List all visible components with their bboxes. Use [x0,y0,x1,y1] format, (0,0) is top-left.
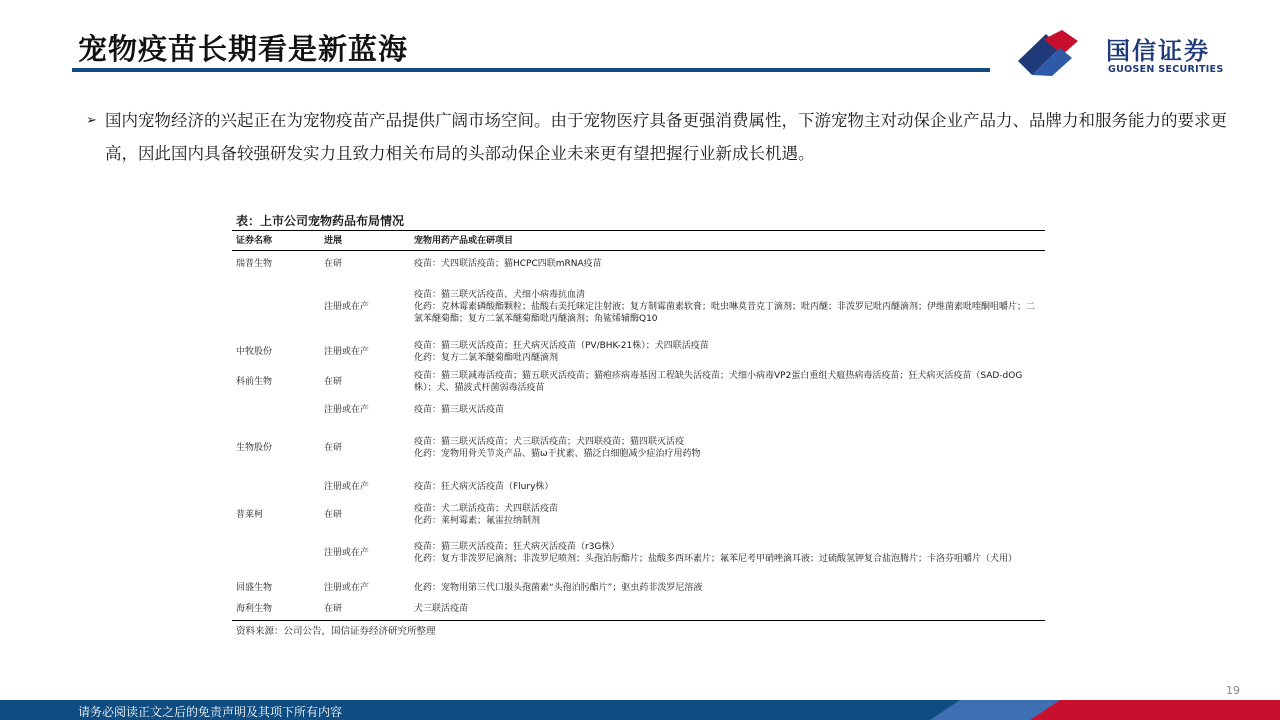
company-cell: 科前生物 [236,376,273,387]
products-cell [410,599,1045,621]
product-line: 疫苗：猫三联灭活疫苗；犬三联活疫苗；犬四联疫苗；猫四联灭活疫 [414,436,685,447]
company-cell: 瑞普生物 [236,258,273,269]
stage-cell: 在研 [320,599,410,621]
logo-chinese-name: 国信证券 [1106,37,1210,65]
table-row [232,277,1045,337]
products-cell [410,251,1045,277]
company-cell: 回盛生物 [236,582,273,593]
company-cell: 生物股份 [236,442,273,453]
table-row [232,423,1045,473]
header-stage: 进展 [320,231,410,251]
company-cell: 海利生物 [232,599,320,621]
product-line: 疫苗：猫三联灭活疫苗；狂犬病灭活疫苗（r3G株） [414,541,620,552]
company-cell: 中牧股份 [236,346,273,357]
products-cell [410,423,1045,473]
product-line: 疫苗：猫三联减毒活疫苗；猫五联灭活疫苗；猫疱疹病毒基因工程缺失活疫苗；犬细小病毒VP2蛋白重组犬瘟热病毒活疫苗；狂犬病灭活疫苗（SAD-dOG株）；犬、猫波式杆菌弱毒活疫苗 [414,370,1023,393]
company-cell [232,473,320,501]
product-line: 疫苗：猫三联灭活疫苗、犬细小病毒抗血清 [414,289,586,300]
products-cell [410,367,1045,397]
stage-cell: 在研 [324,376,343,387]
product-line: 化药：复方二氯苯醚菊酯吡丙醚滴剂 [414,352,559,363]
table-row [232,251,1045,277]
products-cell [410,337,1045,367]
products-cell [410,529,1045,577]
company-cell [232,529,320,577]
product-line: 化药：复方非泼罗尼滴剂；非泼罗尼喷剂；头孢泊肟酯片；盐酸多西环素片；氟苯尼考甲硝唑滴耳液；过硫酸氢钾复合盐泡腾片；卡洛芬咀嚼片（犬用） [414,553,1018,564]
product-line: 化药：宠物用第三代口服头孢菌素“头孢泊肟酯片”；驱虫药非泼罗尼溶液 [414,582,703,593]
stage-cell: 注册或在产 [324,301,370,312]
stage-cell: 在研 [324,442,343,453]
table-header-row [232,231,1045,251]
product-line: 化药：莱柯霉素；氟雷拉纳制剂 [414,515,541,526]
products-cell [410,577,1045,599]
stage-cell: 注册或在产 [324,582,370,593]
table-source-note: 资料来源：公司公告，国信证券经济研究所整理 [236,626,436,637]
company-cell: 普莱柯 [236,509,264,520]
table-row [232,501,1045,529]
summary-text: 国内宠物经济的兴起正在为宠物疫苗产品提供广阔市场空间。由于宠物医疗具备更强消费属性，下游宠物主对动保企业产品力、品牌力和服务能力的要求更高，因此国内具备较强研发实力且致力相关布局的头部动保企业未来更有望把握行业新成长机遇。 [105,111,1227,163]
company-cell [232,277,320,337]
products-cell [410,397,1045,423]
table-title: 表：上市公司宠物药品布局情况 [236,214,405,228]
table-row [232,367,1045,397]
summary-bullet [86,104,1236,170]
page-title: 宠物疫苗长期看是新蓝海 [78,32,409,66]
products-cell [410,473,1045,501]
product-line: 疫苗：狂犬病灭活疫苗（Flury株） [414,481,554,492]
header-company: 证券名称 [232,231,320,251]
product-line: 化药：宠物用骨关节炎产品、猫ω干扰素、猫泛白细胞减少症治疗用药物 [414,448,701,459]
product-line: 疫苗：猫三联灭活疫苗 [414,404,505,415]
stage-cell: 注册或在产 [324,547,370,558]
footer-disclaimer: 请务必阅读正文之后的免责声明及其项下所有内容 [78,705,343,719]
stage-cell: 注册或在产 [324,346,370,357]
stage-cell: 在研 [324,258,343,269]
pet-drug-table [232,230,1045,621]
table-row [232,337,1045,367]
table-row [232,473,1045,501]
stage-cell: 注册或在产 [324,404,370,415]
product-line: 化药：克林霉素磷酸酯颗粒；盐酸右美托咪定注射液；复方制霉菌素软膏；吡虫啉莫昔克丁滴剂；吡丙醚；非泼罗尼吡丙醚滴剂；伊维菌素吡喹酮咀嚼片；二氯苯醚菊酯；复方二氯苯醚菊酯吡丙醚滴剂；角鲨烯辅酶Q10 [414,301,1036,324]
logo-english-name: GUOSEN SECURITIES [1108,64,1224,75]
arrow-bullet-icon: ➢ [86,113,97,128]
page-number: 19 [1226,684,1240,697]
header-products: 宠物用药产品或在研项目 [410,231,1045,251]
product-line: 犬三联活疫苗 [414,604,469,615]
company-cell [232,397,320,423]
title-underline [72,68,990,72]
table-row [232,599,1045,621]
stage-cell: 在研 [324,509,343,520]
products-cell [410,277,1045,337]
stage-cell: 注册或在产 [324,481,370,492]
table-row [232,529,1045,577]
product-line: 疫苗：猫三联灭活疫苗；狂犬病灭活疫苗（PV/BHK-21株）；犬四联活疫苗 [414,340,709,351]
table-row [232,577,1045,599]
table-row [232,397,1045,423]
products-cell [410,501,1045,529]
product-line: 疫苗：犬二联活疫苗；犬四联活疫苗 [414,503,559,514]
product-line: 疫苗：犬四联活疫苗；猫HCPC四联mRNA疫苗 [414,258,602,269]
